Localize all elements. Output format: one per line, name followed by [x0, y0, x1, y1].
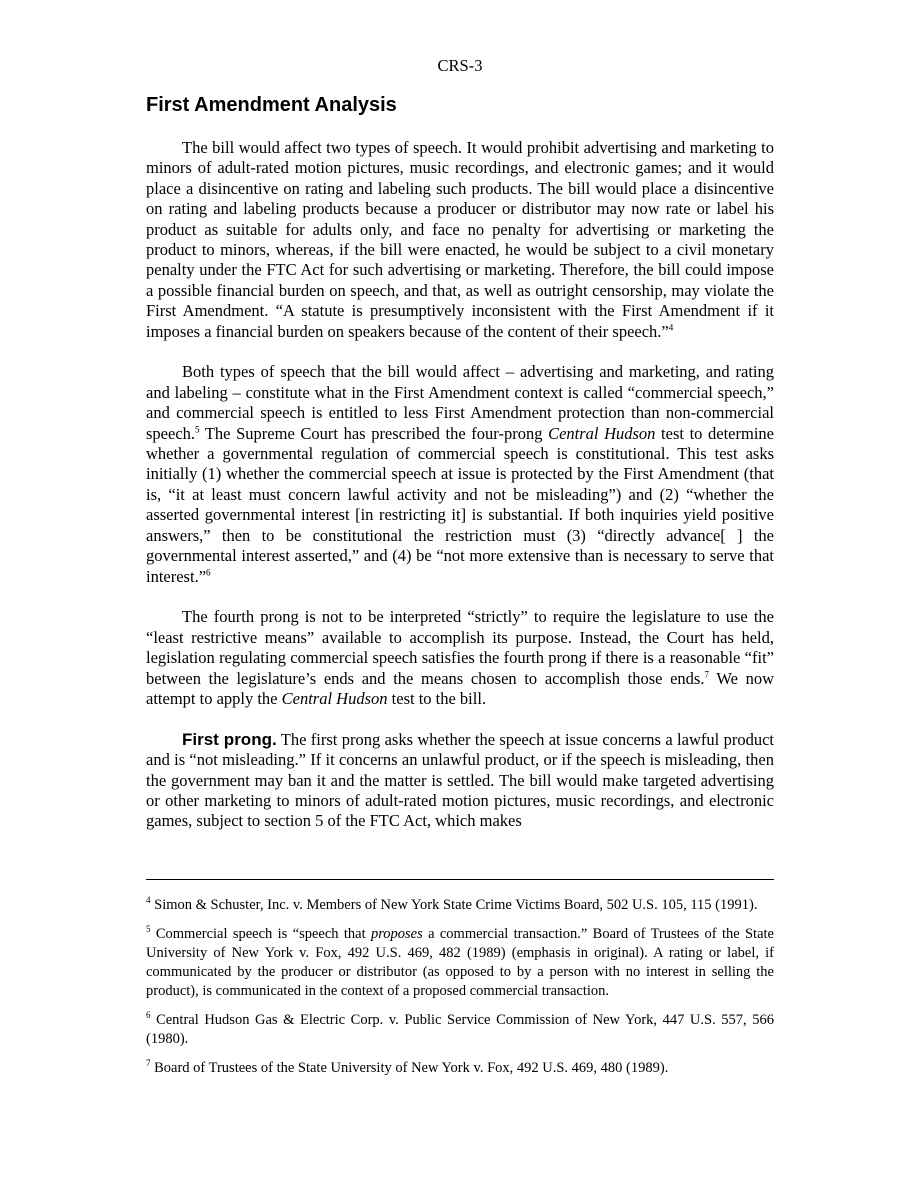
paragraph-4 [146, 730, 774, 832]
footnote-text: Board of Trustees of the State University of New York v. Fox, 492 U.S. 469, 480 (1989). [150, 1060, 669, 1076]
footnote-text: Simon & Schuster, Inc. v. Members of New York State Crime Victims Board, 502 U.S. 105, 115 (1991). [150, 897, 758, 913]
paragraph-3 [146, 607, 774, 709]
paragraph-3-text-b: We now attempt to apply the [146, 668, 774, 708]
footnotes [146, 896, 774, 1088]
footnote-text-b: a commercial transaction.” Board of Trustees of the State University of New York v. Fox, 492 U.S. 469, 482 (1989) (emphasis in original). A rating or label, if communicated by the producer or distributor (as opposed to by a person with no interest in selling the product), is communicated in the context of a proposed commercial transaction. [146, 926, 774, 999]
footnote-number: 5 [146, 924, 151, 935]
footnote-separator-rule [146, 879, 774, 880]
footnote-number: 4 [146, 895, 151, 906]
paragraph-2-text-b: The Supreme Court has prescribed the four-prong [199, 423, 549, 443]
footnote-7 [146, 1059, 774, 1078]
footnote-text-a: Commercial speech is “speech that [150, 926, 371, 942]
paragraph-1-text: The bill would affect two types of speech. It would prohibit advertising and marketing to minors of adult-rated motion pictures, music recordings, and electronic games; and it would place a disincentive on rating and labeling such products. The bill would place a disincentive on rating and labeling products because a producer or distributor may now rate or label his product as suitable for adults only, and face no penalty for advertising or marketing the product to minors, whereas, if the bill were enacted, he would be subject to a civil monetary penalty under the FTC Act for such advertising or marketing. Therefore, the bill could impose a possible financial burden on speech, and that, as well as outright censorship, may violate the First Amendment. “A statute is presumptively inconsistent with the First Amendment if it imposes a financial burden on speakers because of the content of their speech.” [146, 138, 774, 341]
run-in-heading-first-prong: First prong. [182, 729, 277, 749]
paragraph-2 [146, 362, 774, 586]
footnote-number: 6 [146, 1010, 151, 1021]
footnote-ref-6: 6 [206, 567, 211, 578]
section-title: First Amendment Analysis [146, 94, 397, 116]
footnote-ref-5: 5 [195, 424, 200, 435]
footnote-4 [146, 896, 774, 915]
footnote-emphasis: proposes [370, 926, 423, 942]
paragraph-2-text-c: test to determine whether a governmental regulation of commercial speech is constitutional. This test asks initially (1) whether the commercial speech at issue is protected by the First Amendment (that is, “it at least must concern lawful activity and not be misleading”) and (2) “whether the asserted governmental interest [in restricting it] is substantial. If both inquiries yield positive answers,” then to be constitutional the restriction must (3) “directly advance[ ] the governmental interest asserted,” and (4) be “not more extensive than is necessary to serve that interest.” [146, 423, 774, 586]
page-number-header: CRS-3 [437, 56, 483, 75]
footnote-6 [146, 1011, 774, 1049]
body-text [146, 138, 774, 852]
paragraph-2-text-a: Both types of speech that the bill would affect – advertising and marketing, and rating and labeling – constitute what in the First Amendment context is called “commercial speech,” and commercial speech is entitled to less First Amendment protection than non-commercial speech. [146, 362, 774, 443]
paragraph-3-text-a: The fourth prong is not to be interpreted “strictly” to require the legislature to use the “least restrictive means” available to accomplish its purpose. Instead, the Court has held, legislation regulating commercial speech satisfies the fourth prong if there is a reasonable “fit” between the legislature’s ends and the means chosen to accomplish those ends. [146, 607, 774, 688]
case-name-central-hudson: Central Hudson [548, 423, 656, 443]
paragraph-1 [146, 138, 774, 342]
paragraph-3-text-c: test to the bill. [387, 688, 487, 708]
footnote-number: 7 [146, 1058, 151, 1069]
case-name-central-hudson: Central Hudson [281, 688, 388, 708]
footnote-text: Central Hudson Gas & Electric Corp. v. Public Service Commission of New York, 447 U.S. 557, 566 (1980). [146, 1012, 774, 1047]
paragraph-4-text: The first prong asks whether the speech at issue concerns a lawful product and is “not misleading.” If it concerns an unlawful product, or if the speech is misleading, then the government may ban it and the matter is settled. The bill would make targeted advertising or other marketing to minors of adult-rated motion pictures, music recordings, and electronic games, subject to section 5 of the FTC Act, which makes [146, 729, 774, 831]
footnote-ref-4: 4 [668, 322, 674, 333]
footnote-ref-7: 7 [704, 669, 709, 680]
footnote-5 [146, 925, 774, 1001]
